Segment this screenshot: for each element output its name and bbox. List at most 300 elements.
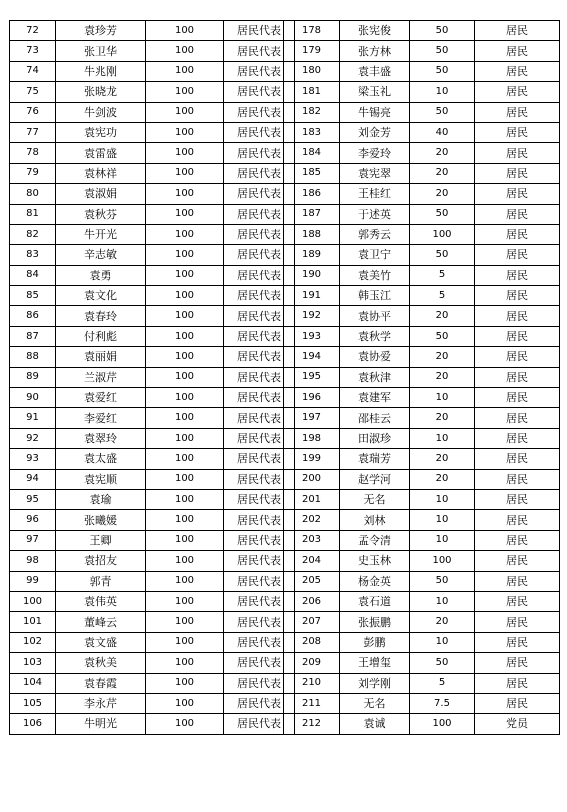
- amount-cell: 20: [410, 367, 475, 387]
- role-cell: 居民: [475, 204, 560, 224]
- role-cell: 居民: [475, 673, 560, 693]
- row-number-cell: 81: [10, 204, 56, 224]
- table-row: [10, 714, 295, 734]
- name-cell: 兰淑芹: [56, 367, 146, 387]
- amount-cell: 10: [410, 591, 475, 611]
- role-cell: 居民: [475, 122, 560, 142]
- table-row: [284, 612, 560, 632]
- amount-cell: 100: [410, 551, 475, 571]
- name-cell: 袁宪功: [56, 122, 146, 142]
- row-number-cell: 95: [10, 489, 56, 509]
- row-number-cell: 100: [10, 591, 56, 611]
- role-cell: 居民代表: [224, 184, 295, 204]
- amount-cell: 100: [146, 632, 224, 652]
- row-number-cell: 191: [284, 286, 340, 306]
- amount-cell: 100: [146, 408, 224, 428]
- name-cell: 袁协平: [340, 306, 410, 326]
- row-number-cell: 84: [10, 265, 56, 285]
- role-cell: 居民: [475, 184, 560, 204]
- name-cell: 付利彪: [56, 326, 146, 346]
- amount-cell: 100: [146, 224, 224, 244]
- name-cell: 张宪俊: [340, 21, 410, 41]
- row-number-cell: 75: [10, 82, 56, 102]
- amount-cell: 100: [146, 510, 224, 530]
- role-cell: 居民代表: [224, 61, 295, 81]
- role-cell: 居民: [475, 469, 560, 489]
- amount-cell: 100: [146, 367, 224, 387]
- amount-cell: 50: [410, 326, 475, 346]
- table-row: [284, 489, 560, 509]
- table-row: [10, 388, 295, 408]
- row-number-cell: 102: [10, 632, 56, 652]
- row-number-cell: 181: [284, 82, 340, 102]
- row-number-cell: 192: [284, 306, 340, 326]
- row-number-cell: 103: [10, 653, 56, 673]
- amount-cell: 50: [410, 21, 475, 41]
- role-cell: 居民代表: [224, 143, 295, 163]
- row-number-cell: 88: [10, 347, 56, 367]
- row-number-cell: 206: [284, 591, 340, 611]
- right-donation-table: [283, 20, 560, 735]
- name-cell: 袁瑞芳: [340, 449, 410, 469]
- amount-cell: 100: [146, 102, 224, 122]
- amount-cell: 100: [146, 673, 224, 693]
- name-cell: 李永芹: [56, 693, 146, 713]
- name-cell: 张曦媛: [56, 510, 146, 530]
- amount-cell: 10: [410, 82, 475, 102]
- role-cell: 居民代表: [224, 632, 295, 652]
- role-cell: 居民: [475, 632, 560, 652]
- amount-cell: 50: [410, 245, 475, 265]
- table-row: [10, 102, 295, 122]
- table-row: [284, 143, 560, 163]
- amount-cell: 100: [146, 347, 224, 367]
- row-number-cell: 79: [10, 163, 56, 183]
- name-cell: 袁伟英: [56, 591, 146, 611]
- amount-cell: 50: [410, 653, 475, 673]
- name-cell: 牛兆刚: [56, 61, 146, 81]
- name-cell: 张振鹏: [340, 612, 410, 632]
- amount-cell: 100: [146, 489, 224, 509]
- table-row: [284, 102, 560, 122]
- amount-cell: 20: [410, 143, 475, 163]
- role-cell: 居民代表: [224, 510, 295, 530]
- row-number-cell: 190: [284, 265, 340, 285]
- role-cell: 居民: [475, 428, 560, 448]
- amount-cell: 100: [146, 306, 224, 326]
- amount-cell: 100: [146, 571, 224, 591]
- name-cell: 袁丽娟: [56, 347, 146, 367]
- name-cell: 袁珍芳: [56, 21, 146, 41]
- row-number-cell: 197: [284, 408, 340, 428]
- amount-cell: 5: [410, 673, 475, 693]
- name-cell: 袁石道: [340, 591, 410, 611]
- amount-cell: 10: [410, 632, 475, 652]
- name-cell: 袁卫宁: [340, 245, 410, 265]
- role-cell: 居民: [475, 61, 560, 81]
- role-cell: 居民代表: [224, 367, 295, 387]
- table-row: [284, 265, 560, 285]
- amount-cell: 50: [410, 41, 475, 61]
- role-cell: 居民代表: [224, 21, 295, 41]
- role-cell: 居民: [475, 571, 560, 591]
- row-number-cell: 200: [284, 469, 340, 489]
- row-number-cell: 87: [10, 326, 56, 346]
- name-cell: 王桂红: [340, 184, 410, 204]
- role-cell: 居民代表: [224, 326, 295, 346]
- name-cell: 董峰云: [56, 612, 146, 632]
- name-cell: 袁文化: [56, 286, 146, 306]
- name-cell: 袁淑娟: [56, 184, 146, 204]
- amount-cell: 10: [410, 510, 475, 530]
- role-cell: 居民代表: [224, 714, 295, 734]
- amount-cell: 50: [410, 571, 475, 591]
- amount-cell: 100: [146, 286, 224, 306]
- amount-cell: 100: [146, 469, 224, 489]
- row-number-cell: 201: [284, 489, 340, 509]
- table-row: [10, 510, 295, 530]
- name-cell: 辛志敏: [56, 245, 146, 265]
- amount-cell: 100: [146, 653, 224, 673]
- table-row: [10, 428, 295, 448]
- table-row: [284, 673, 560, 693]
- row-number-cell: 187: [284, 204, 340, 224]
- name-cell: 牛明光: [56, 714, 146, 734]
- role-cell: 居民代表: [224, 265, 295, 285]
- role-cell: 居民: [475, 163, 560, 183]
- table-row: [284, 286, 560, 306]
- row-number-cell: 204: [284, 551, 340, 571]
- role-cell: 居民: [475, 449, 560, 469]
- name-cell: 袁林祥: [56, 163, 146, 183]
- amount-cell: 100: [146, 693, 224, 713]
- amount-cell: 100: [146, 21, 224, 41]
- amount-cell: 100: [146, 591, 224, 611]
- table-row: [10, 551, 295, 571]
- table-row: [284, 245, 560, 265]
- row-number-cell: 212: [284, 714, 340, 734]
- row-number-cell: 94: [10, 469, 56, 489]
- role-cell: 居民代表: [224, 530, 295, 550]
- table-row: [10, 224, 295, 244]
- table-row: [10, 347, 295, 367]
- row-number-cell: 208: [284, 632, 340, 652]
- row-number-cell: 199: [284, 449, 340, 469]
- role-cell: 居民: [475, 489, 560, 509]
- amount-cell: 20: [410, 163, 475, 183]
- amount-cell: 100: [146, 551, 224, 571]
- amount-cell: 100: [146, 61, 224, 81]
- table-row: [10, 61, 295, 81]
- row-number-cell: 73: [10, 41, 56, 61]
- name-cell: 袁爱红: [56, 388, 146, 408]
- role-cell: 居民代表: [224, 469, 295, 489]
- amount-cell: 5: [410, 286, 475, 306]
- row-number-cell: 210: [284, 673, 340, 693]
- name-cell: 张方林: [340, 41, 410, 61]
- role-cell: 居民: [475, 530, 560, 550]
- table-row: [10, 632, 295, 652]
- table-row: [284, 449, 560, 469]
- name-cell: 史玉林: [340, 551, 410, 571]
- row-number-cell: 195: [284, 367, 340, 387]
- table-row: [10, 286, 295, 306]
- table-row: [284, 82, 560, 102]
- table-row: [10, 306, 295, 326]
- row-number-cell: 209: [284, 653, 340, 673]
- amount-cell: 20: [410, 612, 475, 632]
- table-row: [284, 122, 560, 142]
- row-number-cell: 91: [10, 408, 56, 428]
- name-cell: 李爱红: [56, 408, 146, 428]
- role-cell: 居民代表: [224, 551, 295, 571]
- table-row: [284, 530, 560, 550]
- amount-cell: 100: [146, 204, 224, 224]
- name-cell: 袁建军: [340, 388, 410, 408]
- row-number-cell: 179: [284, 41, 340, 61]
- row-number-cell: 82: [10, 224, 56, 244]
- name-cell: 袁宪翠: [340, 163, 410, 183]
- table-row: [10, 530, 295, 550]
- name-cell: 袁宪顺: [56, 469, 146, 489]
- table-row: [10, 204, 295, 224]
- table-row: [10, 163, 295, 183]
- name-cell: 袁翠玲: [56, 428, 146, 448]
- role-cell: 党员: [475, 714, 560, 734]
- table-row: [284, 41, 560, 61]
- table-row: [284, 224, 560, 244]
- row-number-cell: 178: [284, 21, 340, 41]
- row-number-cell: 98: [10, 551, 56, 571]
- row-number-cell: 182: [284, 102, 340, 122]
- row-number-cell: 92: [10, 428, 56, 448]
- role-cell: 居民: [475, 367, 560, 387]
- name-cell: 张卫华: [56, 41, 146, 61]
- role-cell: 居民代表: [224, 612, 295, 632]
- row-number-cell: 72: [10, 21, 56, 41]
- amount-cell: 100: [146, 41, 224, 61]
- table-row: [284, 163, 560, 183]
- name-cell: 王卿: [56, 530, 146, 550]
- amount-cell: 40: [410, 122, 475, 142]
- role-cell: 居民: [475, 693, 560, 713]
- role-cell: 居民代表: [224, 204, 295, 224]
- table-row: [284, 510, 560, 530]
- table-row: [10, 612, 295, 632]
- role-cell: 居民: [475, 102, 560, 122]
- name-cell: 彭鹏: [340, 632, 410, 652]
- role-cell: 居民: [475, 653, 560, 673]
- name-cell: 袁秋学: [340, 326, 410, 346]
- role-cell: 居民: [475, 224, 560, 244]
- table-row: [10, 245, 295, 265]
- name-cell: 杨金英: [340, 571, 410, 591]
- table-row: [10, 326, 295, 346]
- role-cell: 居民: [475, 326, 560, 346]
- name-cell: 牛锡亮: [340, 102, 410, 122]
- row-number-cell: 96: [10, 510, 56, 530]
- role-cell: 居民代表: [224, 245, 295, 265]
- role-cell: 居民: [475, 21, 560, 41]
- role-cell: 居民代表: [224, 449, 295, 469]
- name-cell: 袁美竹: [340, 265, 410, 285]
- name-cell: 张晓龙: [56, 82, 146, 102]
- amount-cell: 100: [146, 388, 224, 408]
- name-cell: 袁春玲: [56, 306, 146, 326]
- name-cell: 袁诚: [340, 714, 410, 734]
- role-cell: 居民: [475, 286, 560, 306]
- name-cell: 郭青: [56, 571, 146, 591]
- name-cell: 袁协爱: [340, 347, 410, 367]
- table-row: [10, 408, 295, 428]
- row-number-cell: 93: [10, 449, 56, 469]
- table-row: [284, 591, 560, 611]
- table-row: [284, 469, 560, 489]
- name-cell: 袁丰盛: [340, 61, 410, 81]
- row-number-cell: 183: [284, 122, 340, 142]
- table-row: [10, 489, 295, 509]
- role-cell: 居民: [475, 388, 560, 408]
- amount-cell: 50: [410, 102, 475, 122]
- amount-cell: 100: [410, 714, 475, 734]
- row-number-cell: 184: [284, 143, 340, 163]
- name-cell: 袁秋芬: [56, 204, 146, 224]
- row-number-cell: 193: [284, 326, 340, 346]
- name-cell: 韩玉江: [340, 286, 410, 306]
- amount-cell: 100: [146, 184, 224, 204]
- row-number-cell: 89: [10, 367, 56, 387]
- amount-cell: 100: [146, 122, 224, 142]
- table-row: [284, 632, 560, 652]
- row-number-cell: 78: [10, 143, 56, 163]
- amount-cell: 100: [146, 326, 224, 346]
- row-number-cell: 205: [284, 571, 340, 591]
- table-row: [284, 184, 560, 204]
- amount-cell: 100: [146, 530, 224, 550]
- role-cell: 居民代表: [224, 428, 295, 448]
- table-row: [10, 591, 295, 611]
- table-row: [10, 21, 295, 41]
- table-row: [10, 41, 295, 61]
- role-cell: 居民代表: [224, 489, 295, 509]
- amount-cell: 100: [146, 449, 224, 469]
- row-number-cell: 202: [284, 510, 340, 530]
- role-cell: 居民: [475, 408, 560, 428]
- row-number-cell: 196: [284, 388, 340, 408]
- left-donation-table: [9, 20, 295, 735]
- role-cell: 居民: [475, 143, 560, 163]
- amount-cell: 100: [146, 163, 224, 183]
- role-cell: 居民代表: [224, 408, 295, 428]
- amount-cell: 100: [146, 82, 224, 102]
- role-cell: 居民: [475, 347, 560, 367]
- name-cell: 牛开光: [56, 224, 146, 244]
- amount-cell: 50: [410, 204, 475, 224]
- name-cell: 梁玉礼: [340, 82, 410, 102]
- row-number-cell: 76: [10, 102, 56, 122]
- role-cell: 居民代表: [224, 653, 295, 673]
- table-row: [10, 82, 295, 102]
- name-cell: 郭秀云: [340, 224, 410, 244]
- name-cell: 赵学河: [340, 469, 410, 489]
- role-cell: 居民: [475, 510, 560, 530]
- name-cell: 袁招友: [56, 551, 146, 571]
- role-cell: 居民: [475, 306, 560, 326]
- row-number-cell: 104: [10, 673, 56, 693]
- table-row: [10, 367, 295, 387]
- role-cell: 居民代表: [224, 122, 295, 142]
- table-row: [284, 571, 560, 591]
- role-cell: 居民代表: [224, 102, 295, 122]
- table-row: [284, 693, 560, 713]
- amount-cell: 20: [410, 306, 475, 326]
- table-row: [284, 653, 560, 673]
- name-cell: 袁雷盛: [56, 143, 146, 163]
- name-cell: 田淑珍: [340, 428, 410, 448]
- amount-cell: 50: [410, 61, 475, 81]
- table-row: [10, 143, 295, 163]
- row-number-cell: 211: [284, 693, 340, 713]
- table-row: [284, 714, 560, 734]
- amount-cell: 20: [410, 469, 475, 489]
- table-row: [284, 326, 560, 346]
- role-cell: 居民: [475, 612, 560, 632]
- role-cell: 居民代表: [224, 347, 295, 367]
- table-row: [284, 61, 560, 81]
- amount-cell: 10: [410, 388, 475, 408]
- table-row: [284, 306, 560, 326]
- amount-cell: 100: [146, 265, 224, 285]
- amount-cell: 100: [146, 245, 224, 265]
- table-row: [284, 388, 560, 408]
- amount-cell: 100: [146, 612, 224, 632]
- row-number-cell: 207: [284, 612, 340, 632]
- row-number-cell: 185: [284, 163, 340, 183]
- row-number-cell: 74: [10, 61, 56, 81]
- table-row: [10, 469, 295, 489]
- row-number-cell: 180: [284, 61, 340, 81]
- table-row: [284, 408, 560, 428]
- role-cell: 居民代表: [224, 591, 295, 611]
- name-cell: 袁文盛: [56, 632, 146, 652]
- amount-cell: 10: [410, 489, 475, 509]
- name-cell: 无名: [340, 693, 410, 713]
- role-cell: 居民代表: [224, 388, 295, 408]
- role-cell: 居民代表: [224, 163, 295, 183]
- amount-cell: 100: [146, 143, 224, 163]
- amount-cell: 5: [410, 265, 475, 285]
- table-row: [10, 122, 295, 142]
- name-cell: 刘学刚: [340, 673, 410, 693]
- amount-cell: 20: [410, 347, 475, 367]
- table-row: [284, 204, 560, 224]
- row-number-cell: 97: [10, 530, 56, 550]
- table-row: [10, 184, 295, 204]
- name-cell: 袁秋美: [56, 653, 146, 673]
- table-row: [284, 21, 560, 41]
- right-table-body: [284, 21, 560, 735]
- name-cell: 刘金芳: [340, 122, 410, 142]
- role-cell: 居民代表: [224, 571, 295, 591]
- left-table-body: [10, 21, 295, 735]
- role-cell: 居民: [475, 551, 560, 571]
- name-cell: 袁春霞: [56, 673, 146, 693]
- amount-cell: 100: [146, 714, 224, 734]
- table-row: [284, 551, 560, 571]
- table-row: [10, 449, 295, 469]
- amount-cell: 20: [410, 449, 475, 469]
- name-cell: 无名: [340, 489, 410, 509]
